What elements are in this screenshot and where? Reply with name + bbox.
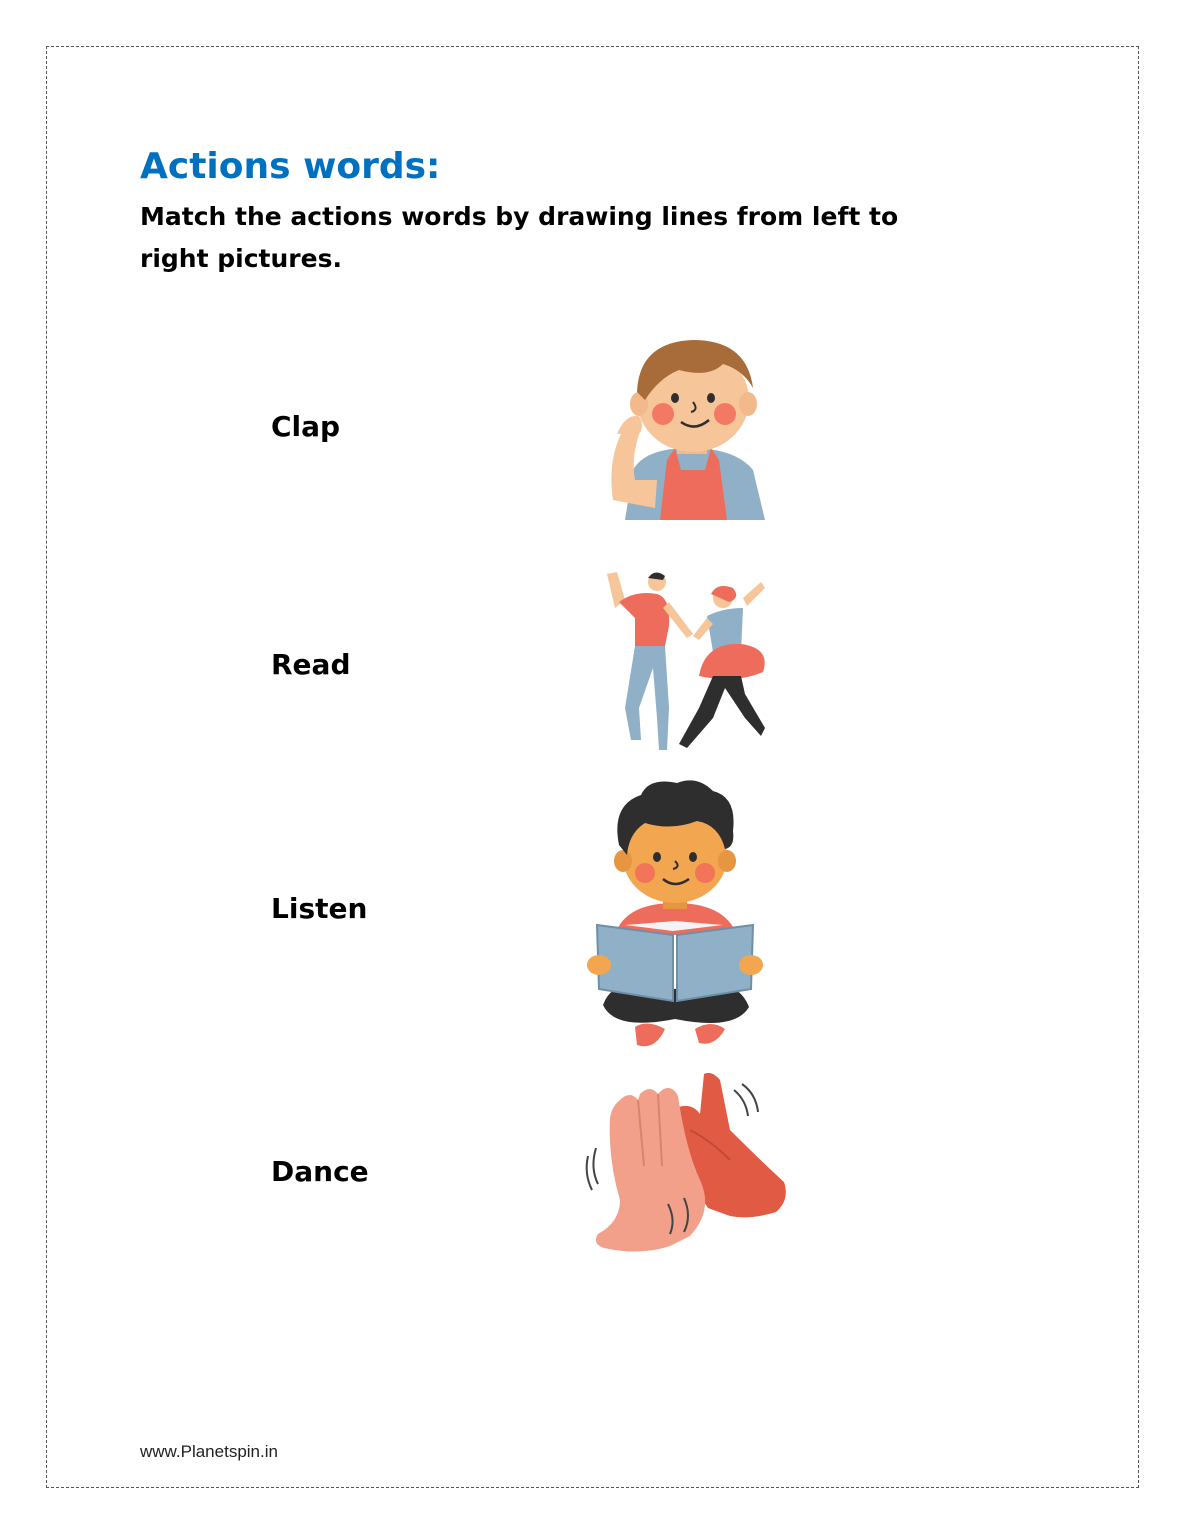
word-read: Read — [271, 648, 351, 681]
word-listen: Listen — [271, 892, 368, 925]
hands-clapping-icon — [580, 1070, 790, 1265]
word-clap: Clap — [271, 410, 341, 443]
word-dance: Dance — [271, 1155, 369, 1188]
child-touching-ear-icon — [605, 330, 775, 525]
couple-dancing-icon — [595, 568, 770, 758]
child-reading-book-icon — [585, 775, 765, 1055]
footer-website[interactable]: www.Planetspin.in — [140, 1442, 278, 1461]
worksheet-title: Actions words: — [140, 146, 441, 187]
worksheet-instructions: Match the actions words by drawing lines from left to right pictures. — [140, 202, 899, 273]
